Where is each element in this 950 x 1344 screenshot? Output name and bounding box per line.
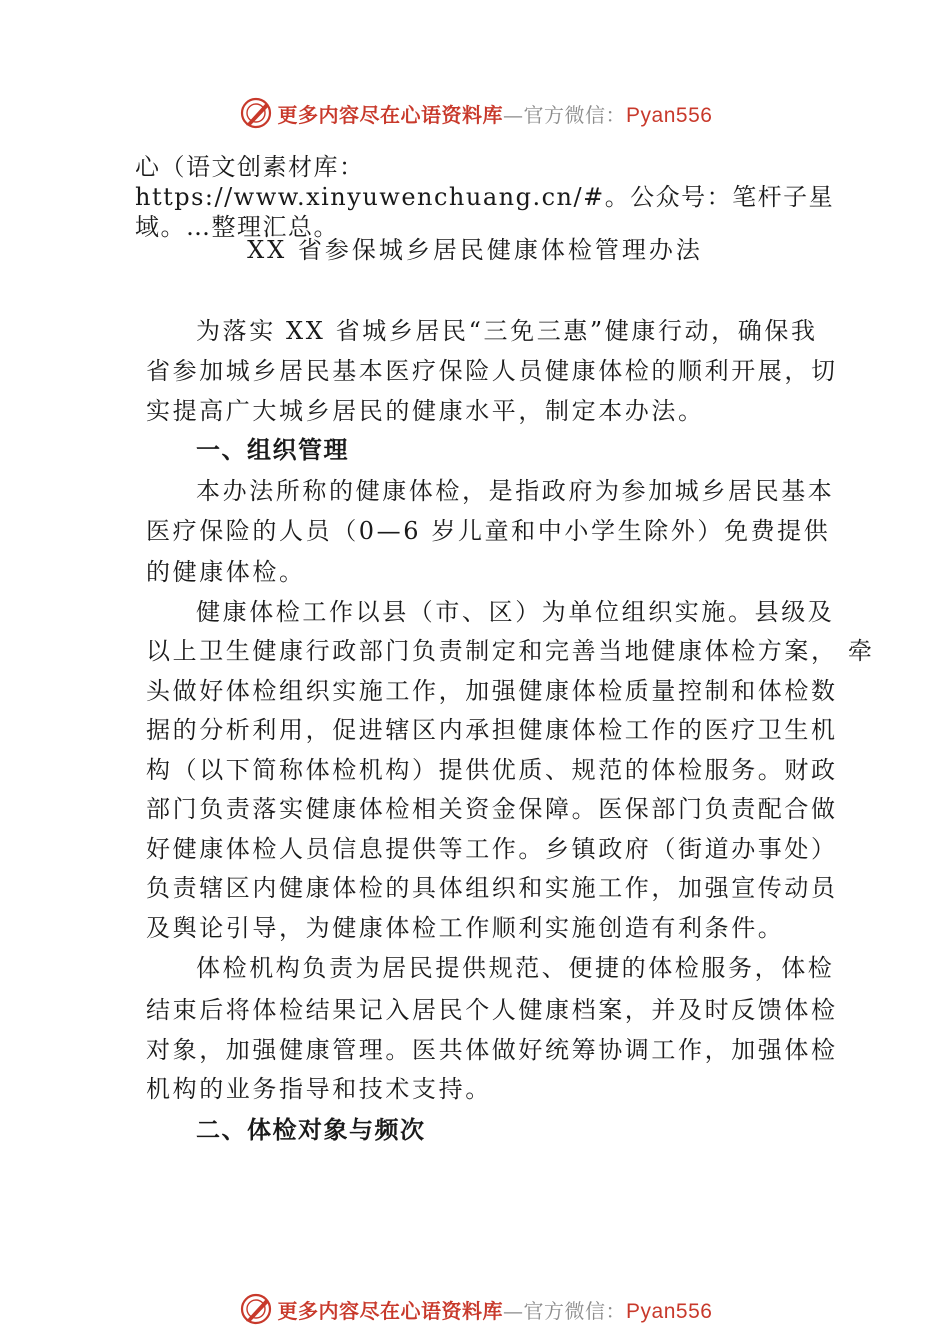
- watermark-brand: 更多内容尽在心语资料库: [277, 102, 504, 127]
- paragraph-line: 为落实 XX 省城乡居民“三免三惠”健康行动，确保我: [196, 317, 818, 345]
- paragraph-line: 以上卫生健康行政部门负责制定和完善当地健康体检方案， 牵: [146, 637, 875, 665]
- watermark-wechat-id: Pyan556: [626, 103, 713, 127]
- paragraph-line: 构（以下简称体检机构）提供优质、规范的体检服务。财政: [146, 756, 838, 784]
- paragraph-line: 省参加城乡居民基本医疗保险人员健康体检的顺利开展，切: [146, 357, 838, 385]
- watermark-dash: —: [503, 102, 524, 127]
- paragraph-line: 好健康体检人员信息提供等工作。乡镇政府（街道办事处）: [146, 835, 838, 863]
- section-heading-2: 二、体检对象与频次: [196, 1116, 426, 1144]
- watermark-banner-bottom: [0, 1289, 950, 1329]
- paragraph-line: 机构的业务指导和技术支持。: [146, 1075, 492, 1103]
- paragraph-line: 负责辖区内健康体检的具体组织和实施工作，加强宣传动员: [146, 874, 838, 902]
- quill-logo-icon: [238, 95, 274, 131]
- watermark-dash: —: [503, 1298, 524, 1323]
- paragraph-line: 实提高广大城乡居民的健康水平，制定本办法。: [146, 397, 705, 425]
- watermark-label: 官方微信：: [523, 102, 627, 127]
- paragraph-line: 体检机构负责为居民提供规范、便捷的体检服务，体检: [196, 954, 835, 982]
- watermark-label: 官方微信：: [523, 1298, 627, 1323]
- paragraph-line: 健康体检工作以县（市、区）为单位组织实施。县级及: [196, 598, 835, 626]
- paragraph-line: 头做好体检组织实施工作，加强健康体检质量控制和体检数: [146, 677, 838, 705]
- paragraph-line: 及舆论引导，为健康体检工作顺利实施创造有利条件。: [146, 914, 785, 942]
- paragraph-line: 对象，加强健康管理。医共体做好统筹协调工作，加强体检: [146, 1036, 838, 1064]
- watermark-banner-top: [0, 93, 950, 133]
- quill-logo-icon: [238, 1291, 274, 1327]
- section-heading-1: 一、组织管理: [196, 436, 349, 464]
- watermark-brand: 更多内容尽在心语资料库: [277, 1298, 504, 1323]
- source-note: 心（语文创素材库：https://www.xinyuwenchuang.cn/#。公众号：笔杆子星域。…整理汇总。: [135, 153, 835, 241]
- paragraph-line: 的健康体检。: [146, 558, 306, 586]
- paragraph-line: 据的分析利用，促进辖区内承担健康体检工作的医疗卫生机: [146, 716, 838, 744]
- watermark-wechat-id: Pyan556: [626, 1299, 713, 1323]
- paragraph-line: 本办法所称的健康体检，是指政府为参加城乡居民基本: [196, 477, 835, 505]
- paragraph-line: 结束后将体检结果记入居民个人健康档案，并及时反馈体检: [146, 996, 838, 1024]
- paragraph-line: 医疗保险的人员（0—6 岁儿童和中小学生除外）免费提供: [146, 517, 831, 545]
- document-title: XX 省参保城乡居民健康体检管理办法: [247, 236, 703, 264]
- paragraph-line: 部门负责落实健康体检相关资金保障。医保部门负责配合做: [146, 795, 838, 823]
